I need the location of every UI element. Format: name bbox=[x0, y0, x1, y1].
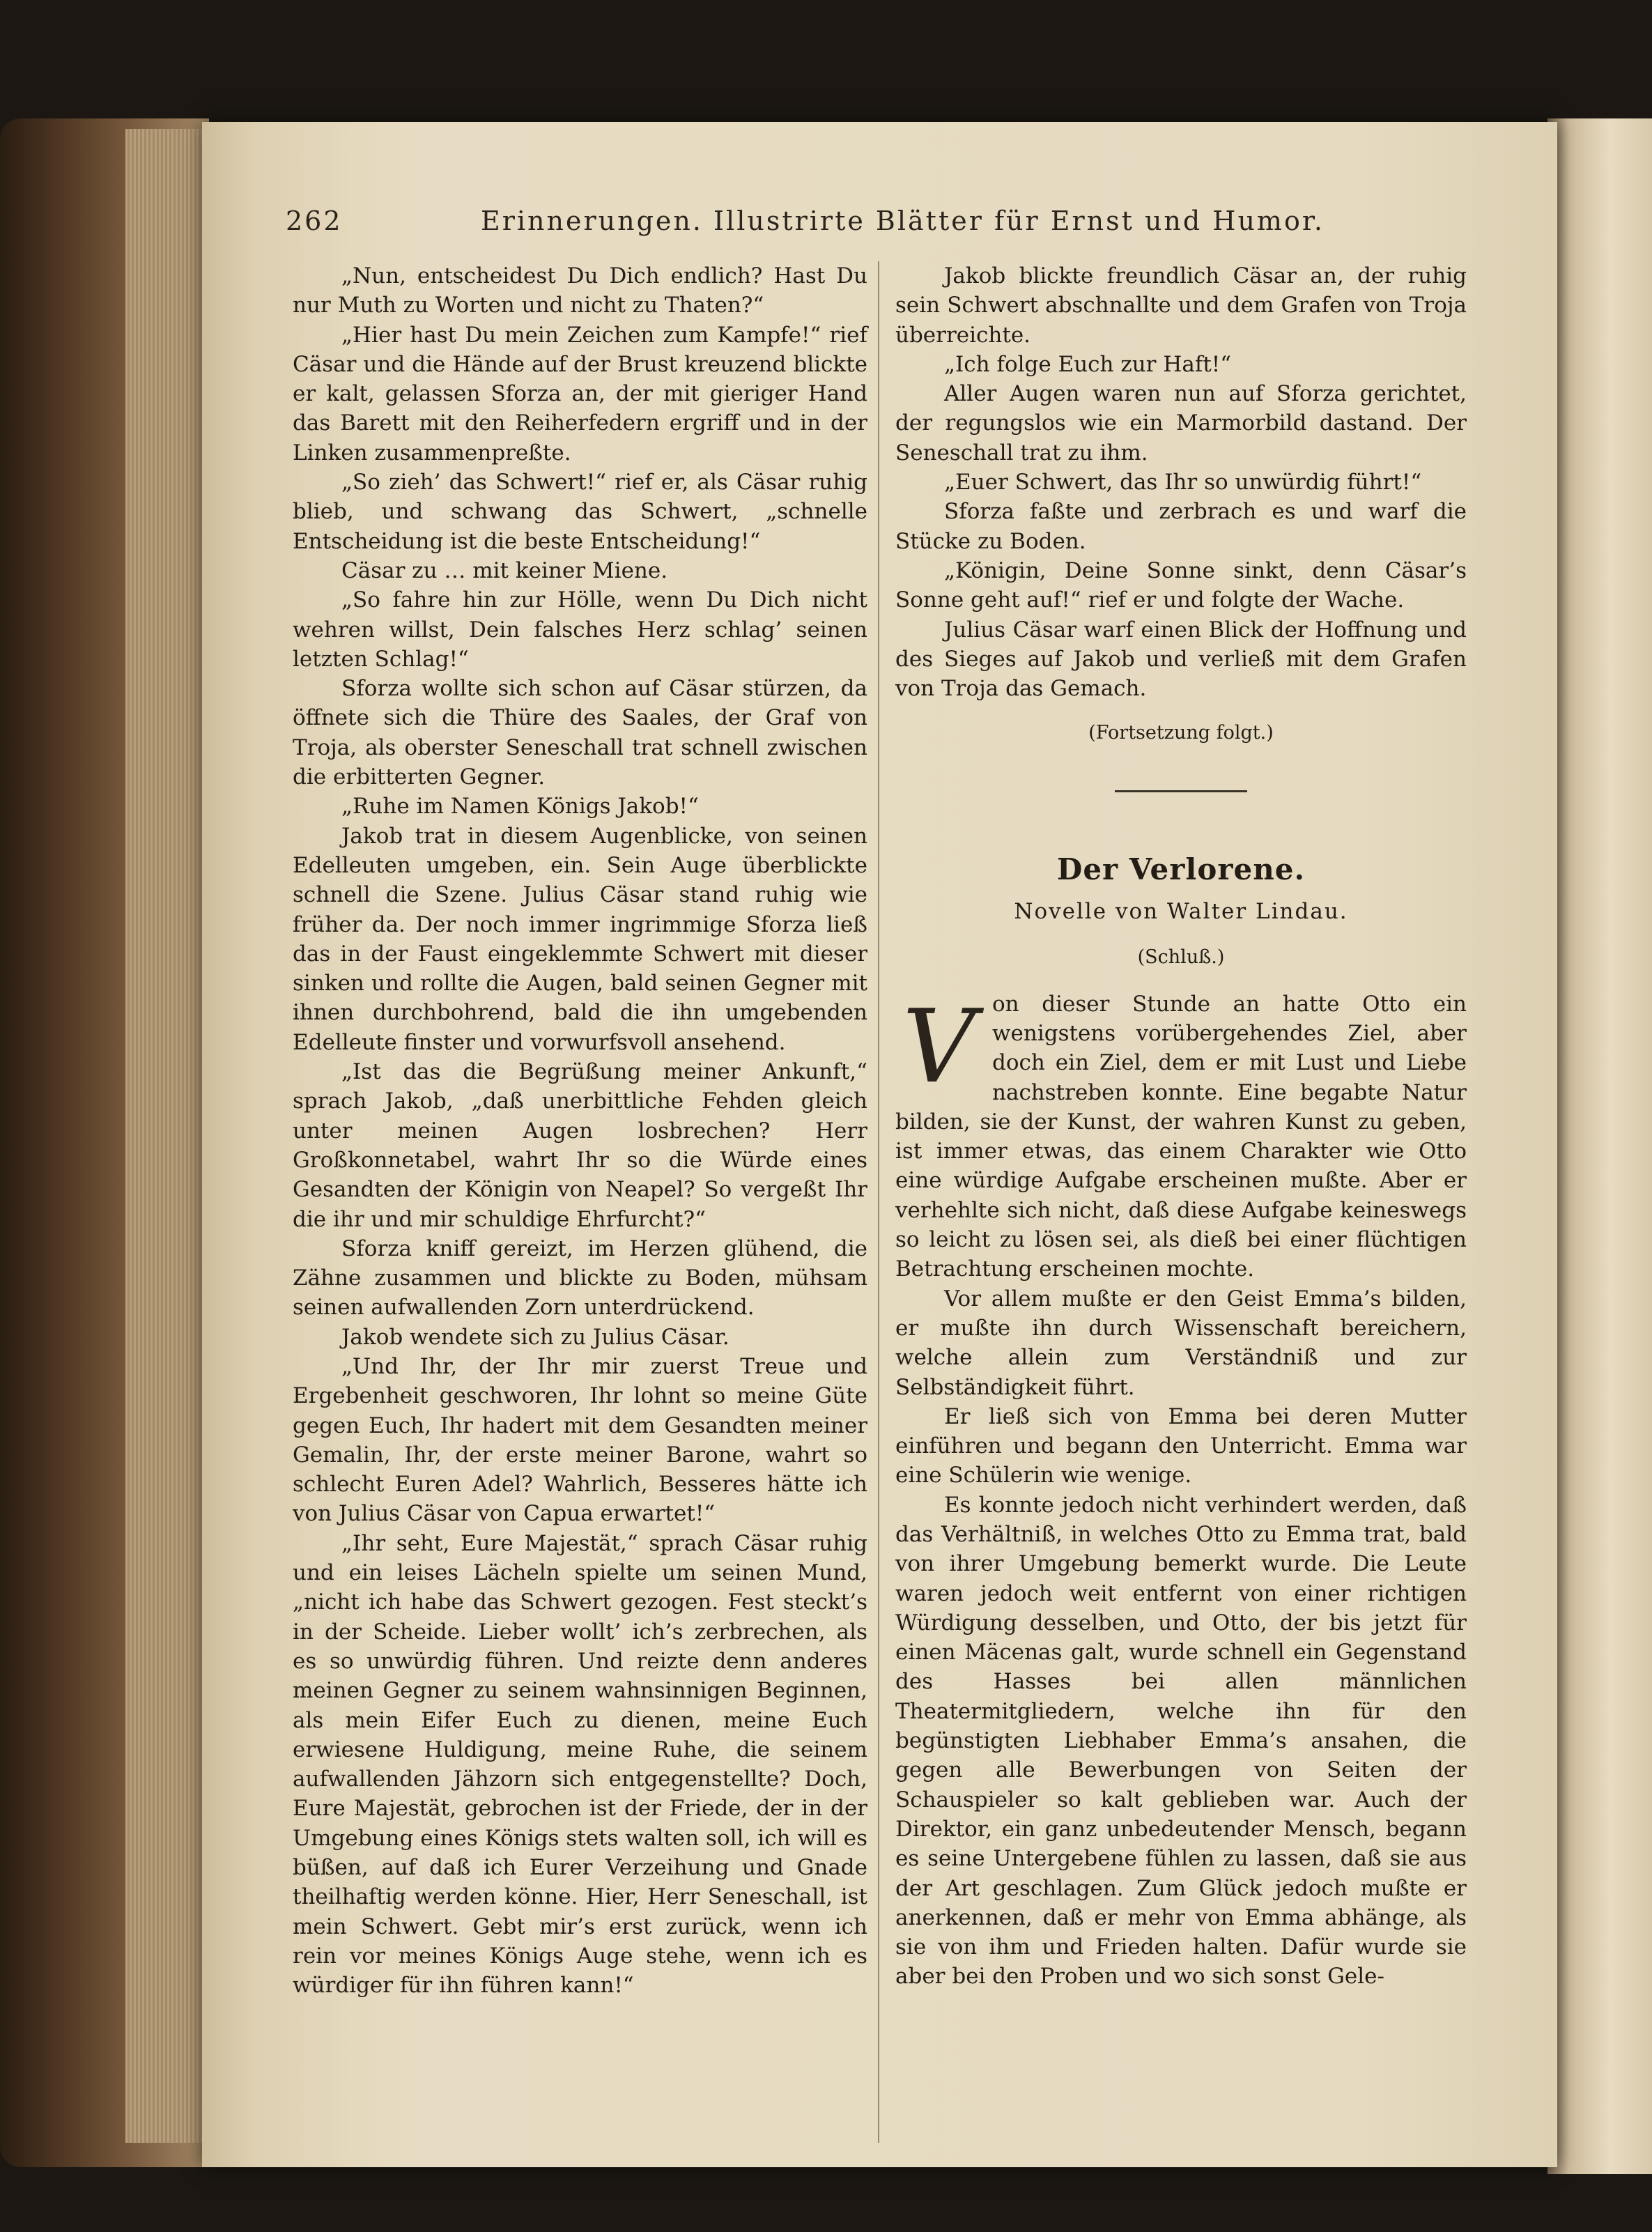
paragraph: Julius Cäsar warf einen Blick der Hoffnung und des Sieges auf Jakob und verließ mit dem Grafen von Troja das Gemach. bbox=[895, 617, 1467, 702]
paragraph: Vor allem mußte er den Geist Emma’s bilden, er mußte ihn durch Wissenschaft bereichern, welche allein zum Verständniß und zur Selbständigkeit führt. bbox=[895, 1286, 1467, 1400]
paragraph: „Hier hast Du mein Zeichen zum Kampfe!“ rief Cäsar und die Hände auf der Brust kreuzend blickte er kalt, gelassen Sforza an, der mit gieriger Hand das Barett mit den Reiherfedern ergriff und in der Linken zusammenpreßte. bbox=[293, 322, 867, 465]
story-title: Der Verlorene. bbox=[1056, 852, 1306, 886]
story-part: (Schluß.) bbox=[1137, 946, 1225, 969]
running-title: Erinnerungen. Illustrirte Blätter für Ernst und Humor. bbox=[481, 206, 1325, 236]
paragraph: Jakob trat in diesem Augenblicke, von seinen Edelleuten umgeben, ein. Sein Auge überblickte schnell die Szene. Julius Cäsar stand ruhig wie früher da. Der noch immer ingrimmige Sforza ließ das in der Faust eingeklemmte Schwert mit dieser sinken und rollte die Augen, bald seinen Gegner mit ihnen durchbohrend, bald die ihn umgebenden Edelleute finster und vorwurfsvoll ansehend. bbox=[293, 823, 867, 1055]
paragraph: „Nun, entscheidest Du Dich endlich? Hast Du nur Muth zu Worten und nicht zu Thaten?“ bbox=[293, 263, 867, 318]
paragraph: Jakob wendete sich zu Julius Cäsar. bbox=[341, 1324, 729, 1350]
paragraph: „Königin, Deine Sonne sinkt, denn Cäsar’s Sonne geht auf!“ rief er und folgte der Wache. bbox=[895, 557, 1467, 613]
paragraph: Sforza wollte sich schon auf Cäsar stürzen, da öffnete sich die Thüre des Saales, der Graf von Troja, als oberster Seneschall trat schnell zwischen die erbitterten Gegner. bbox=[293, 676, 867, 790]
paragraph: „Ist das die Begrüßung meiner Ankunft,“ sprach Jakob, „daß unerbittliche Fehden gleich unter meinen Augen losbrechen? Herr Großkonnetabel, wahrt Ihr so die Würde eines Gesandten der Königin von Neapel? So vergeßt Ihr die ihr und mir schuldige Ehrfurcht?“ bbox=[293, 1059, 867, 1232]
page-header bbox=[286, 206, 1456, 247]
paragraph: „So fahre hin zur Hölle, wenn Du Dich nicht wehren willst, Dein falsches Herz schlag’ seinen letzten Schlag!“ bbox=[293, 587, 867, 672]
paragraph: „Ihr seht, Eure Majestät,“ sprach Cäsar ruhig und ein leises Lächeln spielte um seinen Mund, „nicht ich habe das Schwert gezogen. Fest steckt’s in der Scheide. Lieber wollt’ ich’s zerbrechen, als es so unwürdig führen. Und reizte denn anderes meinen Gegner zu seinem wahnsinnigen Beginnen, als mein Eifer Euch zu dienen, meine Euch erwiesene Huldigung, meine Ruhe, die seinem aufwallenden Jähzorn sich entgegenstellte? Doch, Eure Majestät, gebrochen ist der Friede, der in der Umgebung eines Königs stets walten soll, ich will es büßen, auf daß ich Eurer Verzeihung und Gnade theilhaftig werden könne. Hier, Herr Seneschall, ist mein Schwert. Gebt mir’s erst zurück, wenn ich rein vor meines Königs Auge stehe, wenn ich es würdiger für ihn führen kann!“ bbox=[293, 1530, 867, 1999]
paragraph: Sforza kniff gereizt, im Herzen glühend, die Zähne zusammen und blickte zu Boden, mühsam seinen aufwallenden Zorn unterdrückend. bbox=[293, 1236, 867, 1321]
section-rule bbox=[1115, 790, 1247, 792]
left-column bbox=[293, 261, 867, 2001]
page-number: 262 bbox=[286, 206, 343, 236]
story-byline: Novelle von Walter Lindau. bbox=[1014, 899, 1348, 925]
paragraph: „Euer Schwert, das Ihr so unwürdig führt!“ bbox=[944, 470, 1422, 495]
paragraph: „Und Ihr, der Ihr mir zuerst Treue und Ergebenheit geschworen, Ihr lohnt so meine Güte gegen Euch, Ihr hadert mit dem Gesandten meiner Gemalin, Ihr, der erste meiner Barone, wahrt so schlecht Euren Adel? Wahrlich, Besseres hätte ich von Julius Cäsar von Capua erwartet!“ bbox=[293, 1353, 867, 1527]
paragraph: „Ich folge Euch zur Haft!“ bbox=[944, 351, 1232, 377]
paragraph: Er ließ sich von Emma bei deren Mutter einführen und begann den Unterricht. Emma war eine Schülerin wie wenige. bbox=[895, 1403, 1467, 1488]
right-column bbox=[895, 261, 1467, 1992]
page-stack-right bbox=[1547, 118, 1652, 2174]
page-stack-left bbox=[125, 129, 209, 2143]
paragraph: Jakob blickte freundlich Cäsar an, der ruhig sein Schwert abschnallte und dem Grafen von Troja überreichte. bbox=[895, 263, 1467, 348]
story-opening bbox=[895, 987, 1467, 1284]
drop-cap: V bbox=[902, 987, 975, 1106]
paragraph: Sforza faßte und zerbrach es und warf die Stücke zu Boden. bbox=[895, 499, 1467, 554]
continuation-note: (Fortsetzung folgt.) bbox=[1088, 722, 1274, 744]
column-divider bbox=[878, 261, 879, 2143]
paragraph: „So zieh’ das Schwert!“ rief er, als Cäsar ruhig blieb, und schwang das Schwert, „schnelle Entscheidung ist die beste Entscheidung!“ bbox=[293, 470, 867, 554]
paragraph: Cäsar zu … mit keiner Miene. bbox=[341, 557, 668, 583]
paragraph: Es konnte jedoch nicht verhindert werden, daß das Verhältniß, in welches Otto zu Emma trat, bald von ihrer Umgebung bemerkt wurde. Die Leute waren jedoch weit entfernt von einer richtigen Würdigung desselben, und Otto, der bis jetzt für einen Mäcenas galt, wurde schnell ein Gegenstand des Hasses bei allen männlichen Theatermitgliedern, welche ihn für den begünstigten Liebhaber Emma’s ansahen, die gegen alle Bewerbungen von Seiten der Schauspieler so kalt geblieben war. Auch der Direktor, ein ganz unbedeutender Mensch, begann es seine Untergebene fühlen zu lassen, daß sie aus der Art geschlagen. Zum Glück jedoch mußte er anerkennen, daß er mehr von Emma abhänge, als sie von ihm und Frieden halten. Dafür wurde sie aber bei den Proben und wo sich sonst Gele- bbox=[895, 1492, 1467, 1989]
paragraph: on dieser Stunde an hatte Otto ein wenigstens vorübergehendes Ziel, aber doch ein Ziel, dem er mit Lust und Liebe nachstreben konnte. Eine begabte Natur bilden, sie der Kunst, der wahren Kunst zu geben, ist immer etwas, das einem Charakter wie Otto eine würdige Aufgabe erscheinen mußte. Aber er verhehlte sich nicht, daß diese Aufgabe keineswegs so leicht zu lösen sei, als dieß bei einer flüchtigen Betrachtung erscheinen mochte. bbox=[895, 991, 1467, 1282]
book-page bbox=[202, 122, 1557, 2167]
paragraph: „Ruhe im Namen Königs Jakob!“ bbox=[341, 794, 699, 819]
paragraph: Aller Augen waren nun auf Sforza gerichtet, der regungslos wie ein Marmorbild dastand. Der Seneschall trat zu ihm. bbox=[895, 381, 1467, 465]
